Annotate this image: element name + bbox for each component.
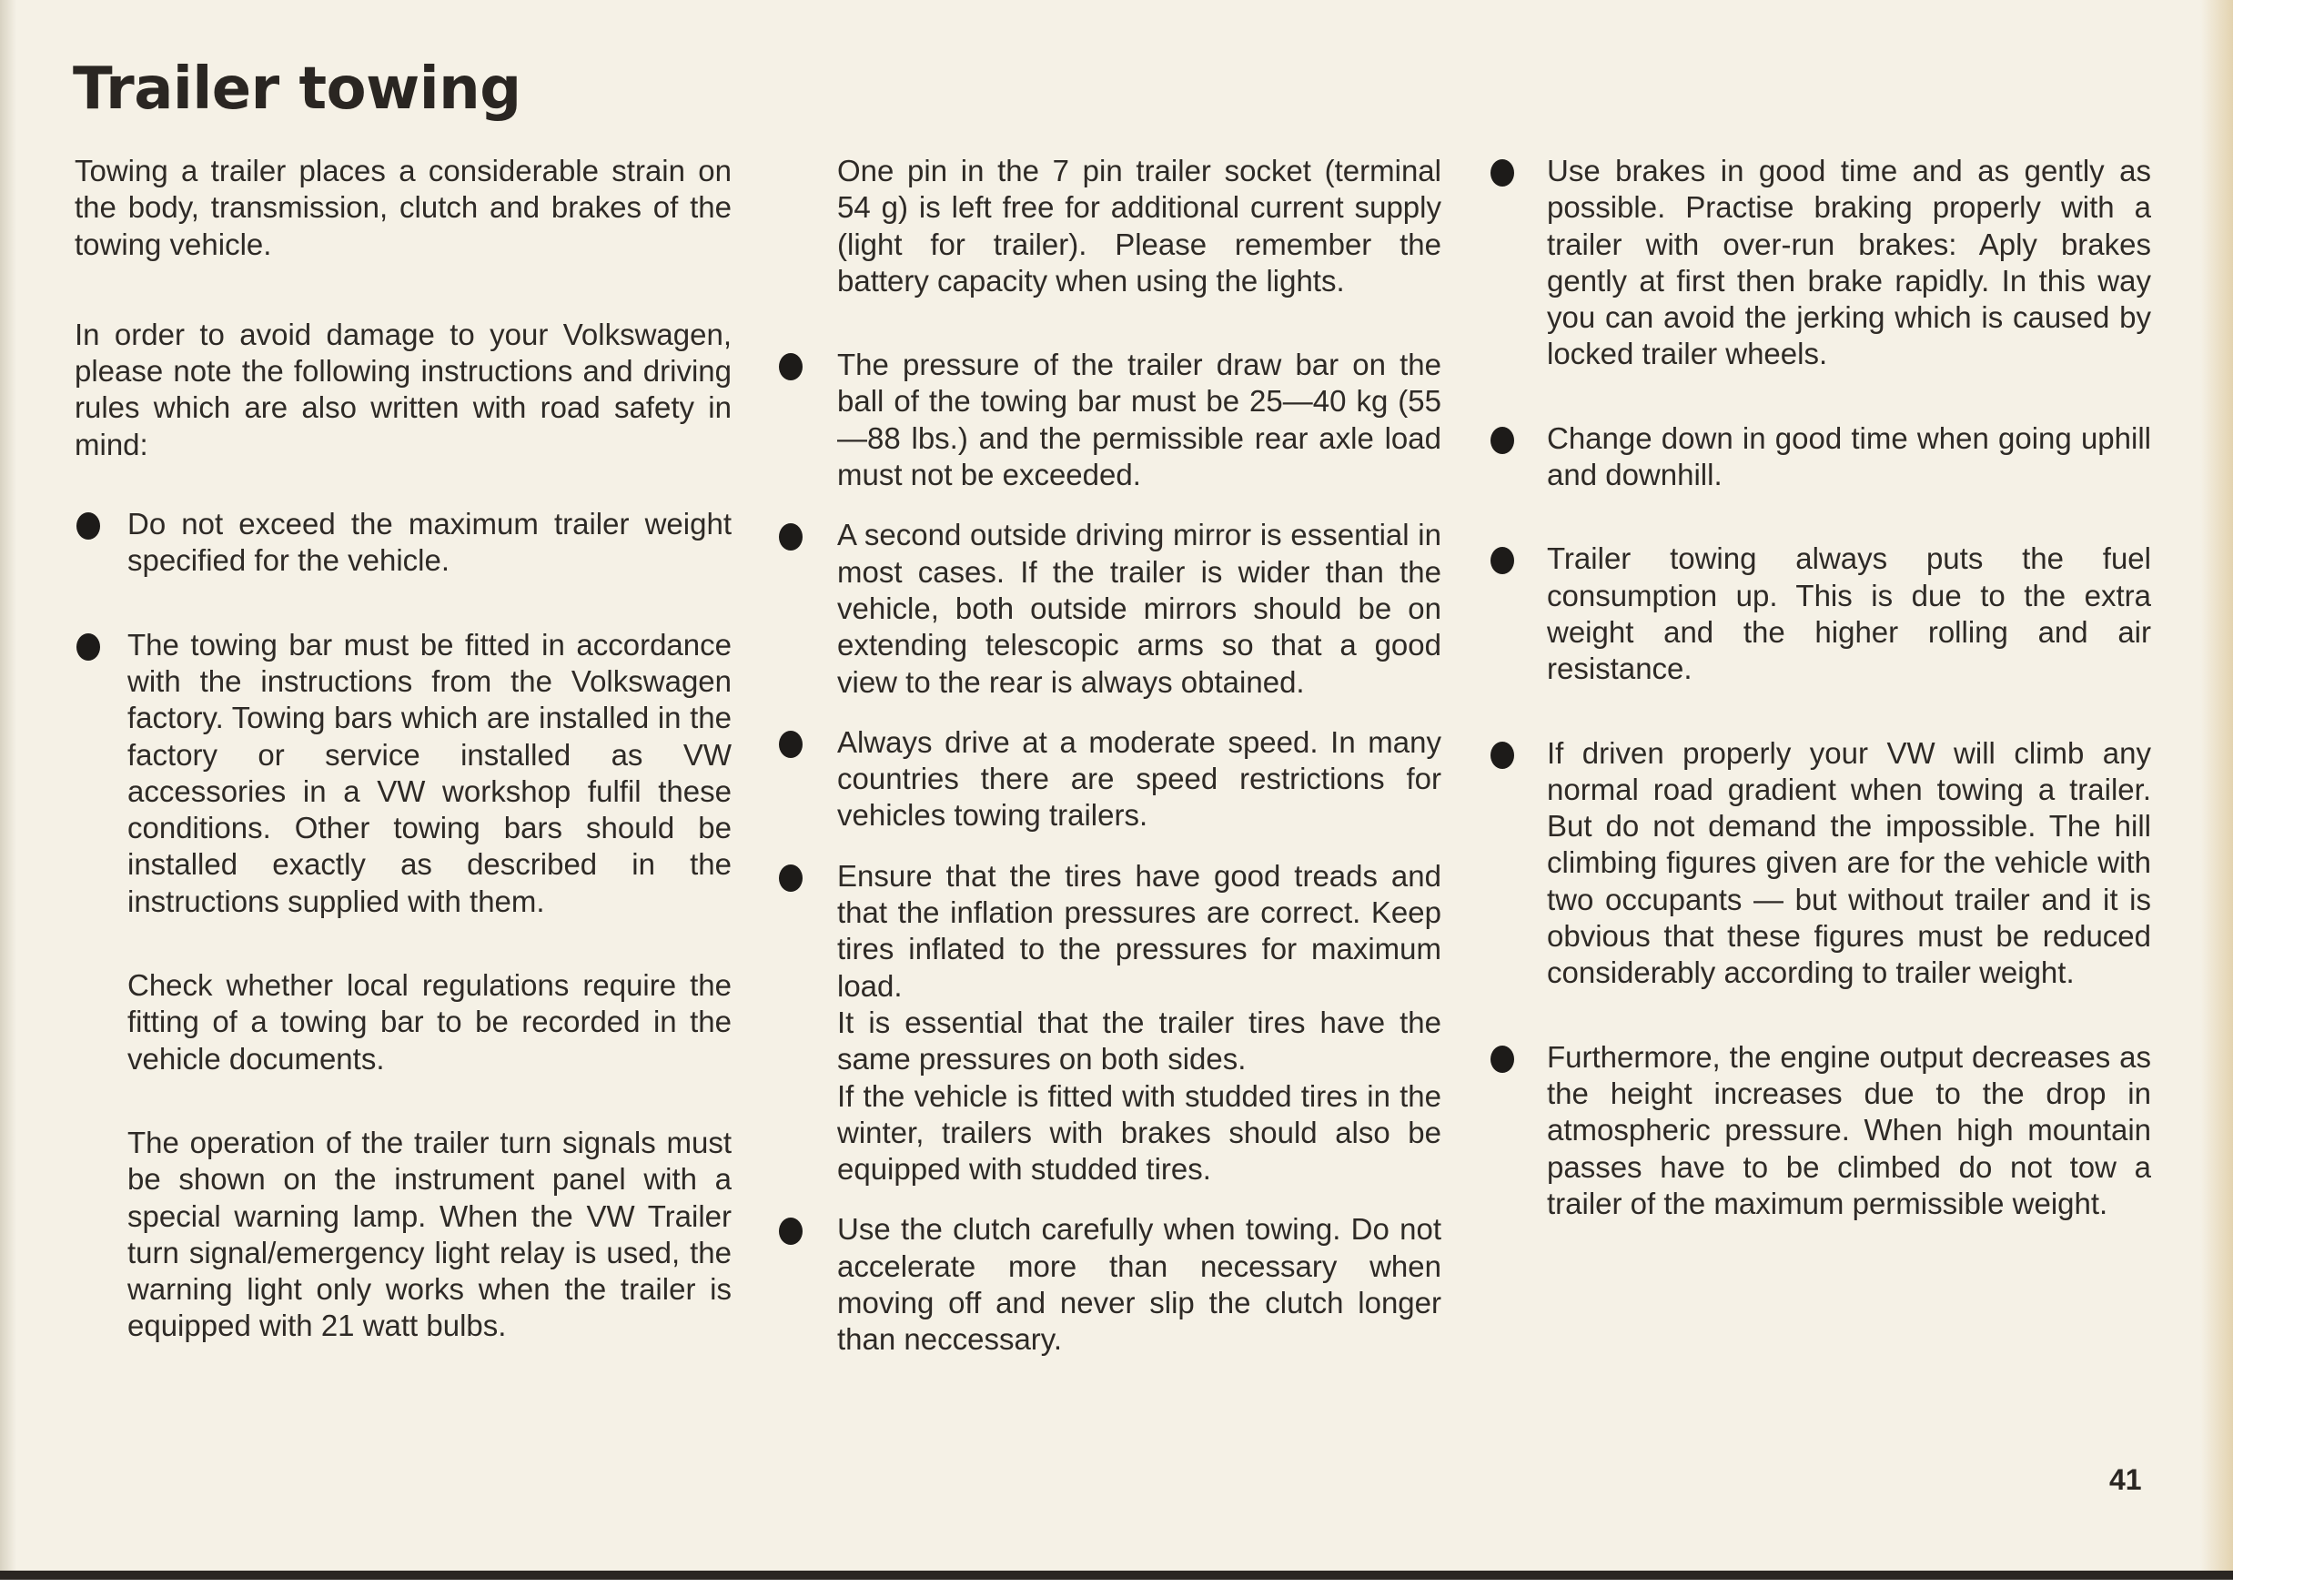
list-item-text: Change down in good time when going uphill and downhill. [1547, 420, 2151, 492]
page-bottom-edge [0, 1571, 2233, 1580]
list-item [1547, 735, 2151, 992]
list-item-text: The towing bar must be fitted in accordance with the instructions from the Volkswagen factory. Towing bars which are installed in the factory or service installed as VW accessories in a VW workshop fulfil these conditions. Other towing bars should be installed exactly as described in the instructions supplied with them. [127, 627, 732, 918]
bullet-icon [1490, 159, 1514, 187]
turn-signals-paragraph: The operation of the trailer turn signals must be shown on the instrument panel with a special warning lamp. When the VW Trailer turn signal/emergency light relay is used, the warning light only works when the trailer is equipped with 21 watt bulbs. [127, 1125, 732, 1343]
list-item-text: Always drive at a moderate speed. In many countries there are speed restrictions for vehicles towing trailers. [837, 724, 1441, 833]
tires-studded-paragraph: If the vehicle is fitted with studded tires in the winter, trailers with brakes should also be equipped with studded tires. [837, 1078, 1441, 1187]
bullet-icon [779, 1218, 803, 1245]
list-item-text: Use brakes in good time and as gently as possible. Practise braking properly with a trailer with over-run brakes: Aply brakes gently at first then brake rapidly. In this way you can avoid the jerking which is caused by locked trailer wheels. [1547, 154, 2151, 371]
list-item-text: Use the clutch carefully when towing. Do not accelerate more than necessary when moving off and never slip the clutch longer than neccessary. [837, 1212, 1441, 1357]
list-item [837, 1211, 1441, 1358]
list-item [1547, 541, 2151, 687]
bullet-icon [779, 731, 803, 758]
list-item-text: Trailer towing always puts the fuel consumption up. This is due to the extra weight and the higher rolling and air resistance. [1547, 541, 2151, 686]
list-item-text: The pressure of the trailer draw bar on the ball of the towing bar must be 25—40 kg (55—88 lbs.) and the permissible rear axle load must not be exceeded. [837, 348, 1441, 492]
list-item [75, 627, 732, 920]
list-item [837, 347, 1441, 493]
list-item-text: If driven properly your VW will climb any normal road gradient when towing a trailer. But do not demand the impossible. The hill climbing figures given are for the vehicle with two occupants — but without trailer and it is obvious that these figures must be reduced considerably according to trailer weight. [1547, 735, 2151, 990]
list-item [1547, 420, 2151, 494]
page-title: Trailer towing [73, 56, 521, 123]
list-item [1547, 153, 2151, 373]
list-item-text: Ensure that the tires have good treads and that the inflation pressures are correct. Keep tires inflated to the pressures for maximum load. [837, 858, 1441, 1003]
bullet-icon [1490, 547, 1514, 574]
column-2 [837, 153, 1441, 1359]
bullet-icon [1490, 742, 1514, 769]
page-number: 41 [2109, 1463, 2142, 1496]
list-item [1547, 1039, 2151, 1222]
column-3 [1547, 153, 2151, 1222]
list-item [837, 724, 1441, 834]
bullet-icon [779, 864, 803, 892]
tires-same-pressure-paragraph: It is essential that the trailer tires have the same pressures on both sides. [837, 1005, 1441, 1077]
column-1 [75, 153, 732, 1345]
list-item [837, 517, 1441, 700]
instructions-paragraph: In order to avoid damage to your Volkswagen, please note the following instructions and driving rules which are also written with road safety in mind: [75, 317, 732, 461]
pin-socket-paragraph: One pin in the 7 pin trailer socket (terminal 54 g) is left free for additional current supply (light for trailer). Please remember the battery capacity when using the lights. [837, 154, 1441, 298]
bullet-icon [76, 512, 100, 540]
intro-paragraph: Towing a trailer places a considerable strain on the body, transmission, clutch and brakes of the towing vehicle. [75, 154, 732, 261]
bullet-icon [1490, 427, 1514, 454]
local-regulations-paragraph: Check whether local regulations require the fitting of a towing bar to be recorded in the vehicle documents. [127, 968, 732, 1076]
list-item [75, 506, 732, 580]
list-item [837, 858, 1441, 1005]
list-item-text: Furthermore, the engine output decreases as the height increases due to the drop in atmospheric pressure. When high mountain passes have to be climbed do not tow a trailer of the maximum permissible weight. [1547, 1039, 2151, 1220]
list-item-text: A second outside driving mirror is essential in most cases. If the trailer is wider than the vehicle, both outside mirrors should be on extending telescopic arms so that a good view to the rear is always obtained. [837, 518, 1441, 699]
bullet-icon [779, 353, 803, 380]
list-item-text: Do not exceed the maximum trailer weight specified for the vehicle. [127, 507, 732, 578]
bullet-icon [1490, 1046, 1514, 1073]
bullet-icon [76, 633, 100, 661]
page-edge [2200, 0, 2233, 1580]
binding-shadow [0, 0, 16, 1580]
bullet-icon [779, 523, 803, 551]
